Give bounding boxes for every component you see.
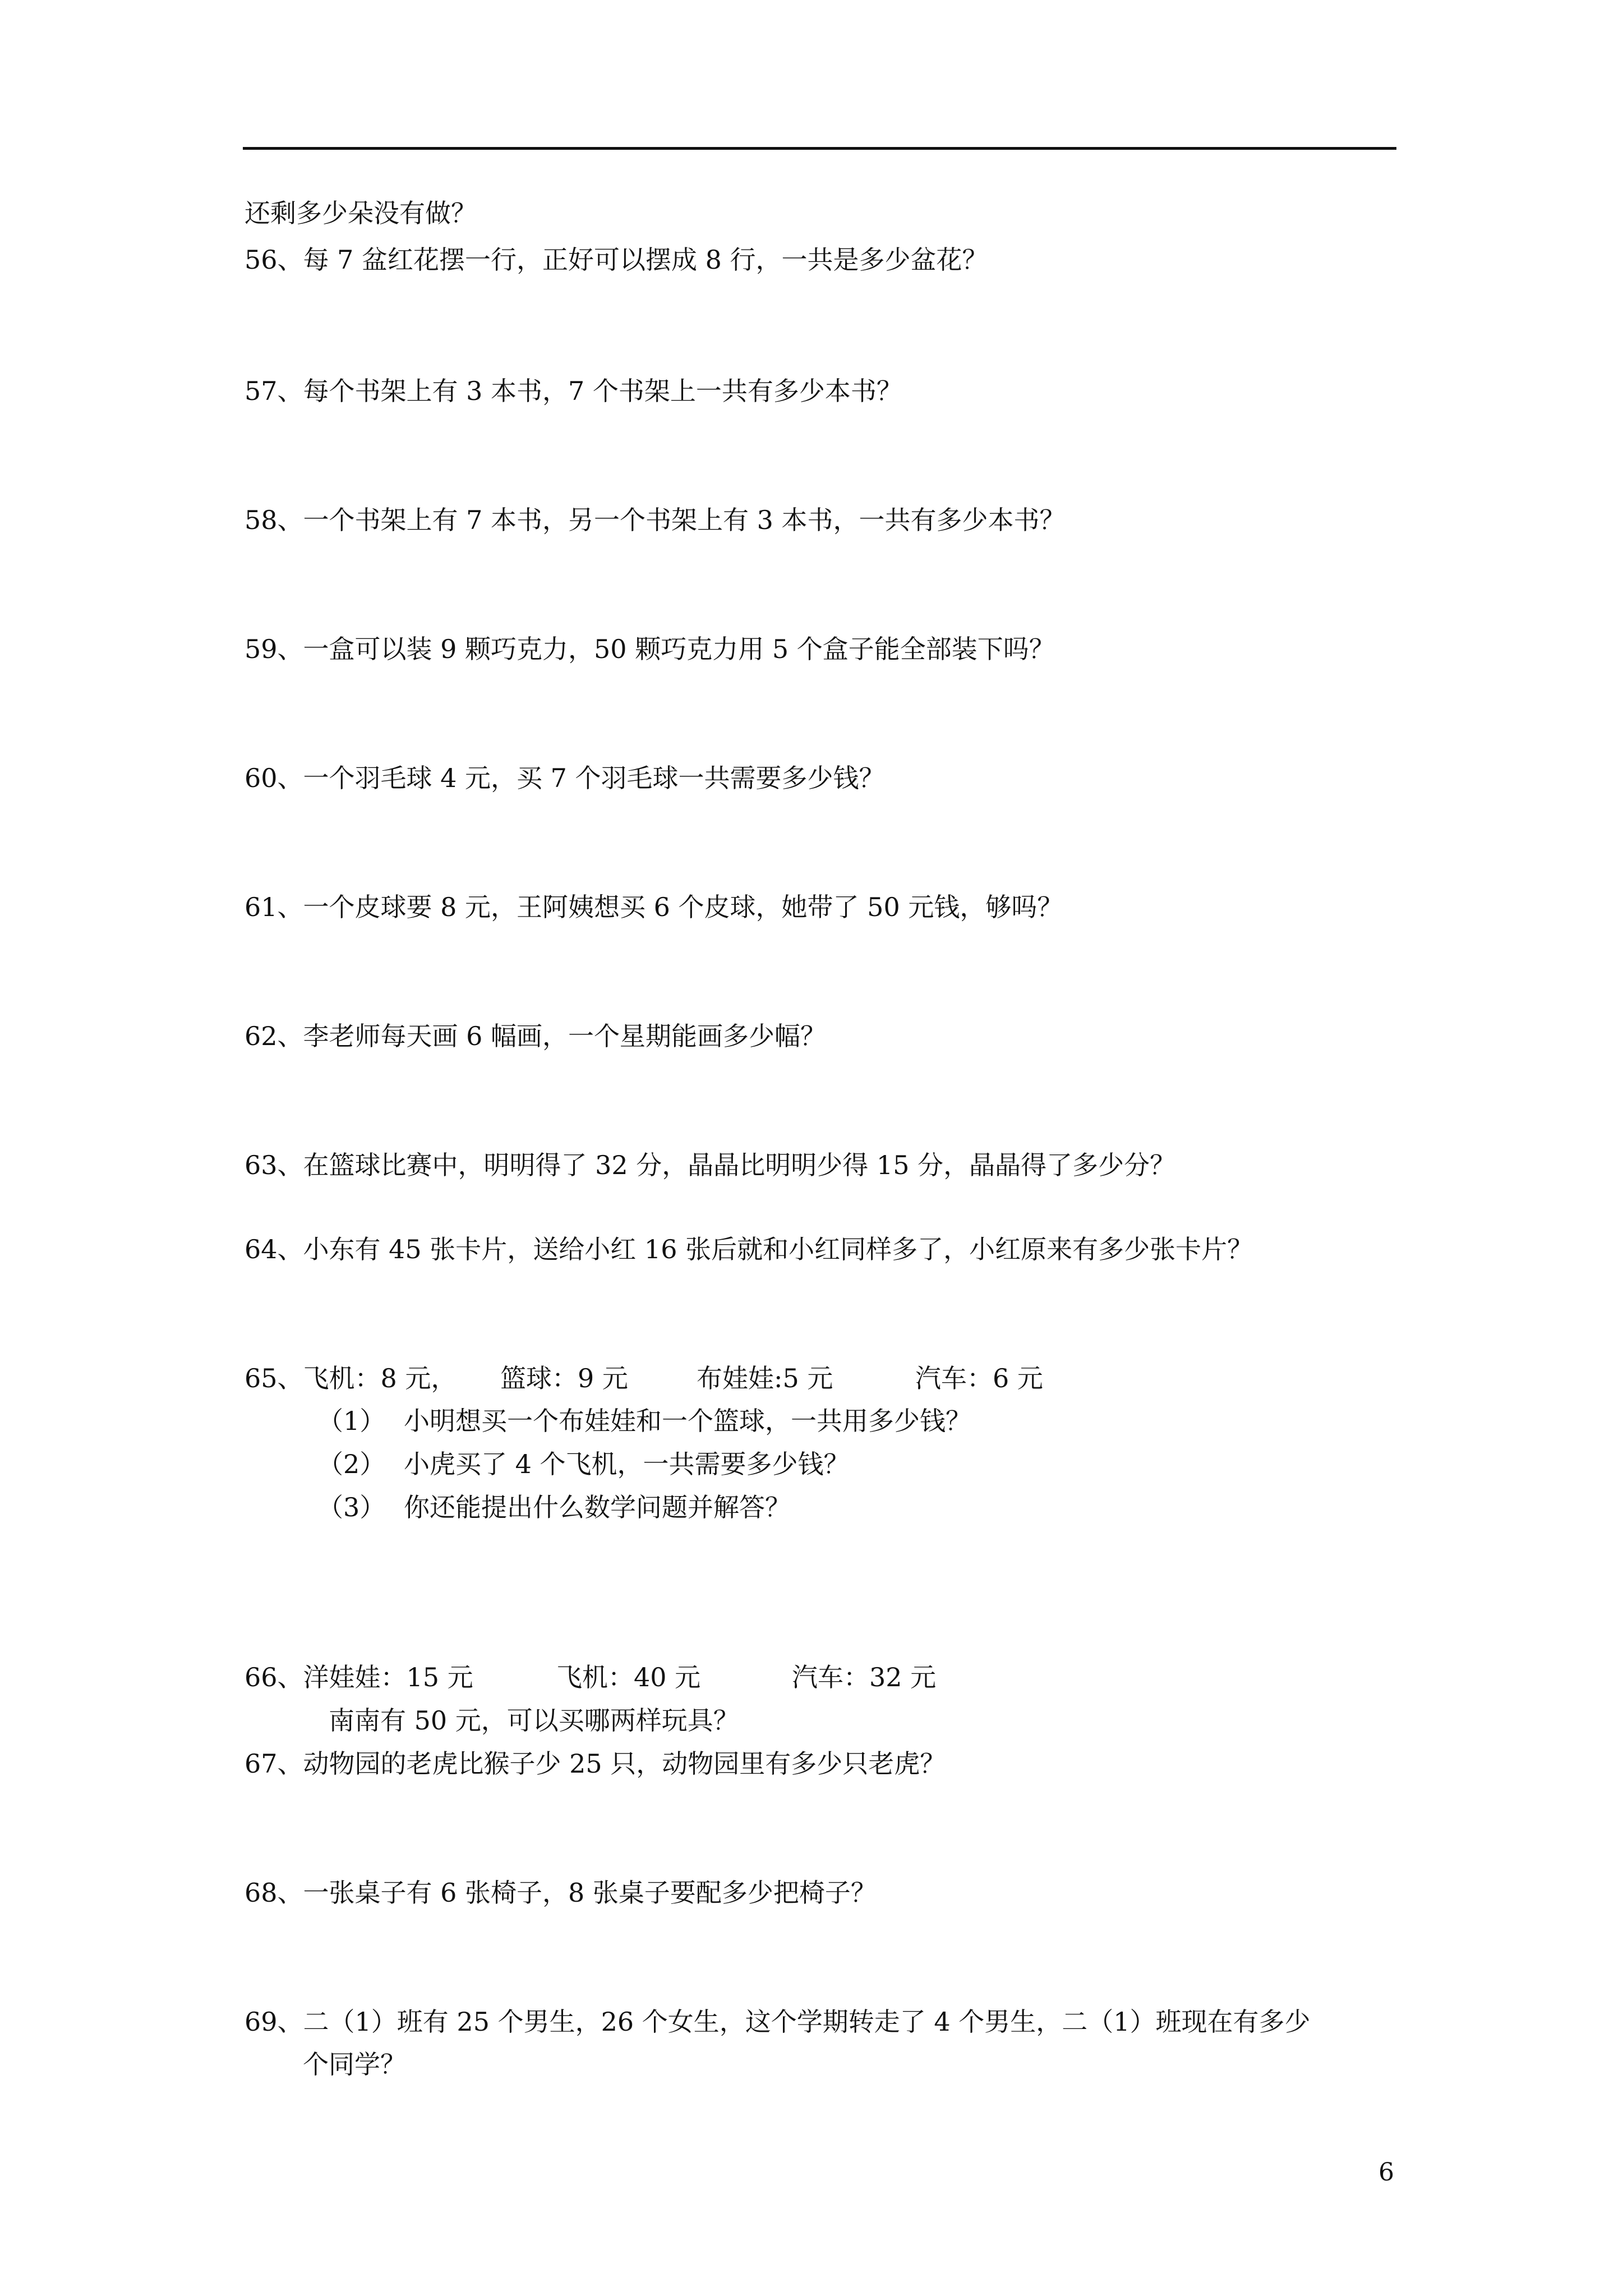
q66-item-doll: 66、洋娃娃：15 元 <box>245 1662 473 1692</box>
header-rule <box>243 147 1396 150</box>
question-68: 68、一张桌子有 6 张椅子，8 张桌子要配多少把椅子？ <box>245 1878 877 1908</box>
question-62: 62、李老师每天画 6 幅画，一个星期能画多少幅？ <box>245 1021 827 1051</box>
q65-sub-2-text: 小虎买了 4 个飞机，一共需要多少钱？ <box>404 1449 850 1479</box>
question-59: 59、一盒可以装 9 颗巧克力，50 颗巧克力用 5 个盒子能全部装下吗？ <box>245 634 1055 664</box>
q65-sub-3-num: （3） <box>317 1492 386 1522</box>
question-69-line-2: 个同学？ <box>303 2049 406 2079</box>
question-57: 57、每个书架上有 3 本书，7 个书架上一共有多少本书？ <box>245 376 902 406</box>
q65-sub-2-num: （2） <box>317 1449 386 1479</box>
question-65-prices <box>245 1361 1142 1395</box>
q65-sub-1-num: （1） <box>317 1406 386 1436</box>
question-69-line-1: 69、二（1）班有 25 个男生，26 个女生，这个学期转走了 4 个男生，二（1）班现在有多少 <box>245 2007 1311 2037</box>
q65-sub-1-text: 小明想买一个布娃娃和一个篮球，一共用多少钱？ <box>404 1406 971 1436</box>
question-60: 60、一个羽毛球 4 元，买 7 个羽毛球一共需要多少钱？ <box>245 763 885 793</box>
q65-item-car: 汽车：6 元 <box>915 1363 1043 1393</box>
question-64: 64、小东有 45 张卡片，送给小红 16 张后就和小红同样多了，小红原来有多少张卡片？ <box>245 1234 1253 1264</box>
q65-item-basketball: 篮球：9 元 <box>500 1363 628 1393</box>
q65-item-plane: 65、飞机：8 元， <box>245 1363 457 1393</box>
question-63: 63、在篮球比赛中，明明得了 32 分，晶晶比明明少得 15 分，晶晶得了多少分？ <box>245 1150 1176 1180</box>
question-61: 61、一个皮球要 8 元，王阿姨想买 6 个皮球，她带了 50 元钱，够吗？ <box>245 892 1063 922</box>
q65-sub-3-text: 你还能提出什么数学问题并解答？ <box>404 1492 791 1522</box>
q66-text: 南南有 50 元，可以买哪两样玩具？ <box>329 1705 739 1736</box>
q66-item-plane: 飞机：40 元 <box>556 1662 701 1692</box>
q66-item-car: 汽车：32 元 <box>792 1662 937 1692</box>
q65-item-doll: 布娃娃:5 元 <box>697 1363 833 1393</box>
question-66-prices <box>245 1660 1030 1694</box>
question-67: 67、动物园的老虎比猴子少 25 只，动物园里有多少只老虎？ <box>245 1749 946 1779</box>
question-58: 58、一个书架上有 7 本书，另一个书架上有 3 本书，一共有多少本书？ <box>245 505 1066 535</box>
continuation-text: 还剩多少朵没有做？ <box>245 198 477 228</box>
question-56: 56、每 7 盆红花摆一行，正好可以摆成 8 行，一共是多少盆花？ <box>245 245 988 275</box>
page-number: 6 <box>1378 2158 1394 2187</box>
